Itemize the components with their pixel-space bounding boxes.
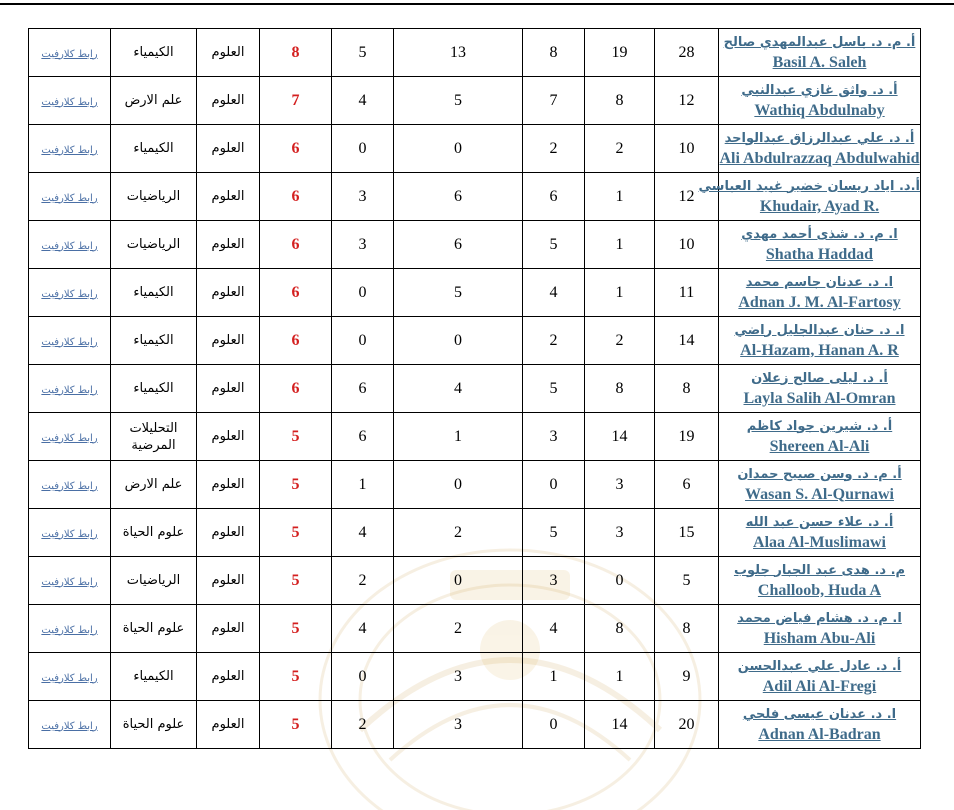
count-cell-5: 4	[332, 77, 394, 125]
table-row	[29, 269, 921, 317]
college-cell: العلوم	[197, 365, 260, 413]
department-label: الكيمياء	[133, 669, 174, 684]
clarivate-link[interactable]: رابط كلارفيت	[41, 96, 98, 108]
department-label: الكيمياء	[133, 45, 174, 60]
top-rule	[0, 3, 954, 5]
researcher-name-arabic[interactable]: أ. د. واثق غازي عبدالنبي	[741, 82, 898, 98]
college-cell: العلوم	[197, 269, 260, 317]
researcher-name-english[interactable]: Alaa Al-Muslimawi	[753, 533, 886, 551]
researcher-name-cell	[698, 173, 921, 221]
researcher-name-arabic[interactable]: أ. م. د. وسن صبيح حمدان	[737, 466, 902, 482]
count-cell-1: 19	[655, 413, 719, 461]
link-cell	[29, 125, 111, 173]
department-label: الرياضيات	[126, 573, 181, 588]
researcher-name-english[interactable]: Adnan Al-Badran	[758, 725, 881, 743]
college-cell: العلوم	[197, 509, 260, 557]
clarivate-link[interactable]: رابط كلارفيت	[41, 48, 98, 60]
count-cell-4: 0	[394, 557, 523, 605]
count-cell-2: 8	[585, 77, 655, 125]
researcher-name-arabic[interactable]: أ. د. علاء حسن عبد الله	[745, 514, 894, 530]
h-index-cell: 5	[260, 653, 332, 701]
college-cell: العلوم	[197, 605, 260, 653]
college-cell: العلوم	[197, 125, 260, 173]
count-cell-2: 8	[585, 365, 655, 413]
link-cell	[29, 413, 111, 461]
count-cell-5: 0	[332, 125, 394, 173]
department-label: الرياضيات	[126, 237, 181, 252]
count-cell-4: 1	[394, 413, 523, 461]
count-cell-2: 1	[585, 221, 655, 269]
count-cell-4: 4	[394, 365, 523, 413]
researcher-name-cell	[719, 461, 921, 509]
h-index-cell: 6	[260, 365, 332, 413]
count-cell-4: 13	[394, 29, 523, 77]
college-cell: العلوم	[197, 413, 260, 461]
college-cell: العلوم	[197, 653, 260, 701]
count-cell-5: 6	[332, 413, 394, 461]
link-cell	[29, 221, 111, 269]
count-cell-4: 5	[394, 77, 523, 125]
researcher-name-arabic[interactable]: أ. د. عادل علي عبدالحسن	[737, 658, 902, 674]
college-cell: العلوم	[197, 173, 260, 221]
department-cell	[111, 221, 197, 269]
researcher-name-arabic[interactable]: ا. د. عدنان جاسم محمد	[745, 274, 894, 290]
count-cell-2: 3	[585, 509, 655, 557]
clarivate-link[interactable]: رابط كلارفيت	[41, 384, 98, 396]
link-cell	[29, 173, 111, 221]
researcher-name-cell	[719, 269, 921, 317]
link-cell	[29, 509, 111, 557]
researcher-name-english[interactable]: Wathiq Abdulnaby	[754, 101, 885, 119]
count-cell-3: 7	[523, 77, 585, 125]
table-row	[29, 461, 921, 509]
link-cell	[29, 701, 111, 749]
clarivate-link[interactable]: رابط كلارفيت	[41, 432, 98, 444]
count-cell-4: 2	[394, 509, 523, 557]
count-cell-3: 0	[523, 461, 585, 509]
link-cell	[29, 29, 111, 77]
count-cell-3: 1	[523, 653, 585, 701]
h-index-cell: 6	[260, 173, 332, 221]
count-cell-3: 4	[523, 269, 585, 317]
count-cell-5: 3	[332, 221, 394, 269]
h-index-cell: 6	[260, 269, 332, 317]
h-index-cell: 8	[260, 29, 332, 77]
count-cell-5: 1	[332, 461, 394, 509]
count-cell-2: 14	[585, 701, 655, 749]
clarivate-link[interactable]: رابط كلارفيت	[41, 528, 98, 540]
h-index-cell: 5	[260, 509, 332, 557]
link-cell	[29, 365, 111, 413]
department-label: الكيمياء	[133, 285, 174, 300]
college-cell: العلوم	[197, 461, 260, 509]
department-label: الكيمياء	[133, 333, 174, 348]
h-index-cell: 5	[260, 701, 332, 749]
count-cell-4: 0	[394, 125, 523, 173]
college-cell: العلوم	[197, 701, 260, 749]
count-cell-2: 2	[585, 317, 655, 365]
researcher-name-arabic[interactable]: ا. د. عدنان عيسى فلحي	[742, 706, 897, 722]
table-row	[29, 125, 921, 173]
table-body	[29, 29, 921, 749]
h-index-cell: 6	[260, 125, 332, 173]
count-cell-2: 3	[585, 461, 655, 509]
count-cell-1: 14	[655, 317, 719, 365]
researcher-name-english[interactable]: Wasan S. Al-Qurnawi	[745, 485, 894, 503]
link-cell	[29, 461, 111, 509]
researcher-name-arabic[interactable]: أ.د. اياد ريسان خضير غبيد العباسي	[698, 178, 920, 194]
count-cell-5: 2	[332, 557, 394, 605]
researcher-name-cell	[719, 317, 921, 365]
college-cell: العلوم	[197, 317, 260, 365]
department-label: علوم الحياة	[122, 717, 185, 732]
table-row	[29, 605, 921, 653]
table-row	[29, 701, 921, 749]
link-cell	[29, 653, 111, 701]
count-cell-1: 11	[655, 269, 719, 317]
department-label: علم الارض	[124, 477, 183, 492]
h-index-cell: 7	[260, 77, 332, 125]
college-cell: العلوم	[197, 557, 260, 605]
researcher-name-cell	[719, 413, 921, 461]
researcher-name-english[interactable]: Shatha Haddad	[765, 245, 874, 263]
count-cell-1: 10	[655, 125, 719, 173]
clarivate-link[interactable]: رابط كلارفيت	[41, 144, 98, 156]
researcher-name-arabic[interactable]: ا. م. د. شذى أحمد مهدي	[741, 226, 898, 242]
table-row	[29, 413, 921, 461]
table-row	[29, 221, 921, 269]
researcher-name-arabic[interactable]: أ. م. د. باسل عبدالمهدي صالح	[723, 34, 916, 50]
researcher-name-arabic[interactable]: أ. د. علي عبدالرزاق عبدالواحد	[724, 130, 915, 146]
link-cell	[29, 557, 111, 605]
count-cell-1: 10	[655, 221, 719, 269]
department-cell	[111, 653, 197, 701]
count-cell-5: 0	[332, 653, 394, 701]
h-index-cell: 5	[260, 605, 332, 653]
count-cell-3: 5	[523, 509, 585, 557]
table-row	[29, 557, 921, 605]
department-cell	[111, 77, 197, 125]
count-cell-5: 0	[332, 269, 394, 317]
researcher-name-english[interactable]: Challoob, Huda A	[757, 581, 882, 599]
link-cell	[29, 605, 111, 653]
clarivate-link[interactable]: رابط كلارفيت	[41, 336, 98, 348]
college-cell: العلوم	[197, 29, 260, 77]
researcher-name-cell	[719, 701, 921, 749]
count-cell-4: 6	[394, 173, 523, 221]
researcher-name-cell	[719, 125, 921, 173]
clarivate-link[interactable]: رابط كلارفيت	[41, 240, 98, 252]
researcher-name-english[interactable]: Ali Abdulrazzaq Abdulwahid	[719, 149, 920, 167]
h-index-cell: 5	[260, 413, 332, 461]
count-cell-3: 0	[523, 701, 585, 749]
link-cell	[29, 269, 111, 317]
count-cell-2: 1	[585, 269, 655, 317]
count-cell-4: 5	[394, 269, 523, 317]
h-index-cell: 6	[260, 317, 332, 365]
h-index-cell: 5	[260, 557, 332, 605]
department-label: الرياضيات	[126, 189, 181, 204]
researcher-name-cell	[719, 605, 921, 653]
count-cell-5: 2	[332, 701, 394, 749]
clarivate-link[interactable]: رابط كلارفيت	[41, 192, 98, 204]
count-cell-4: 6	[394, 221, 523, 269]
table-row	[29, 509, 921, 557]
count-cell-3: 3	[523, 557, 585, 605]
table-row	[29, 317, 921, 365]
count-cell-1: 8	[655, 365, 719, 413]
researcher-name-cell	[719, 221, 921, 269]
researcher-name-english[interactable]: Adil Ali Al-Fregi	[762, 677, 877, 695]
count-cell-2: 0	[585, 557, 655, 605]
researcher-name-cell	[719, 29, 921, 77]
count-cell-4: 0	[394, 317, 523, 365]
researcher-name-cell	[719, 557, 921, 605]
count-cell-1: 5	[655, 557, 719, 605]
researcher-name-english[interactable]: Shereen Al-Ali	[769, 437, 870, 455]
count-cell-3: 4	[523, 605, 585, 653]
count-cell-3: 5	[523, 221, 585, 269]
link-cell	[29, 77, 111, 125]
department-cell	[111, 173, 197, 221]
count-cell-5: 6	[332, 365, 394, 413]
count-cell-1: 12	[655, 173, 719, 221]
clarivate-link[interactable]: رابط كلارفيت	[41, 576, 98, 588]
count-cell-2: 1	[585, 173, 655, 221]
count-cell-1: 20	[655, 701, 719, 749]
department-label: الكيمياء	[133, 381, 174, 396]
count-cell-4: 3	[394, 653, 523, 701]
count-cell-4: 3	[394, 701, 523, 749]
count-cell-2: 2	[585, 125, 655, 173]
researcher-name-english[interactable]: Al-Hazam, Hanan A. R	[740, 341, 899, 359]
researcher-name-english[interactable]: Basil A. Saleh	[772, 53, 867, 71]
department-cell	[111, 269, 197, 317]
researcher-name-arabic[interactable]: أ. د. شيرين جواد كاظم	[746, 418, 893, 434]
researcher-name-cell	[719, 509, 921, 557]
college-cell: العلوم	[197, 221, 260, 269]
table-row	[29, 173, 921, 221]
department-cell	[111, 509, 197, 557]
count-cell-3: 2	[523, 125, 585, 173]
count-cell-2: 1	[585, 653, 655, 701]
department-label: الكيمياء	[133, 141, 174, 156]
department-label: التحليلات المرضية	[129, 420, 178, 453]
department-label: علوم الحياة	[122, 525, 185, 540]
researcher-name-cell	[719, 653, 921, 701]
college-cell: العلوم	[197, 77, 260, 125]
table-row	[29, 653, 921, 701]
count-cell-2: 19	[585, 29, 655, 77]
researcher-name-arabic[interactable]: أ. د. ليلى صالح زعلان	[751, 370, 888, 386]
department-cell	[111, 701, 197, 749]
link-cell	[29, 317, 111, 365]
count-cell-2: 14	[585, 413, 655, 461]
count-cell-1: 9	[655, 653, 719, 701]
count-cell-2: 8	[585, 605, 655, 653]
department-cell	[111, 29, 197, 77]
count-cell-5: 3	[332, 173, 394, 221]
department-cell	[111, 125, 197, 173]
table-row	[29, 365, 921, 413]
researcher-name-english[interactable]: Adnan J. M. Al-Fartosy	[738, 293, 901, 311]
clarivate-link[interactable]: رابط كلارفيت	[41, 624, 98, 636]
department-cell	[111, 317, 197, 365]
researcher-name-cell	[719, 77, 921, 125]
researcher-name-english[interactable]: Khudair, Ayad R.	[759, 197, 880, 215]
clarivate-link[interactable]: رابط كلارفيت	[41, 672, 98, 684]
count-cell-5: 5	[332, 29, 394, 77]
count-cell-3: 5	[523, 365, 585, 413]
researcher-name-arabic[interactable]: م. د. هدى عبد الجبار جلوب	[733, 562, 906, 578]
count-cell-3: 2	[523, 317, 585, 365]
count-cell-3: 3	[523, 413, 585, 461]
department-cell	[111, 413, 197, 461]
department-cell	[111, 605, 197, 653]
department-cell	[111, 557, 197, 605]
count-cell-5: 0	[332, 317, 394, 365]
department-cell	[111, 461, 197, 509]
count-cell-5: 4	[332, 509, 394, 557]
department-label: علوم الحياة	[122, 621, 185, 636]
clarivate-link[interactable]: رابط كلارفيت	[41, 288, 98, 300]
table-row	[29, 29, 921, 77]
count-cell-1: 28	[655, 29, 719, 77]
researcher-name-arabic[interactable]: ا. د. حنان عبدالجليل راضي	[734, 322, 905, 338]
department-label: علم الارض	[124, 93, 183, 108]
count-cell-3: 8	[523, 29, 585, 77]
count-cell-1: 6	[655, 461, 719, 509]
count-cell-5: 4	[332, 605, 394, 653]
count-cell-4: 2	[394, 605, 523, 653]
department-cell	[111, 365, 197, 413]
researcher-name-english[interactable]: Hisham Abu-Ali	[763, 629, 876, 647]
clarivate-link[interactable]: رابط كلارفيت	[41, 480, 98, 492]
count-cell-4: 0	[394, 461, 523, 509]
count-cell-3: 6	[523, 173, 585, 221]
researcher-name-english[interactable]: Layla Salih Al-Omran	[743, 389, 896, 407]
table-row	[29, 77, 921, 125]
count-cell-1: 15	[655, 509, 719, 557]
researcher-name-arabic[interactable]: ا. م. د. هشام فياض محمد	[737, 610, 902, 626]
clarivate-link[interactable]: رابط كلارفيت	[41, 720, 98, 732]
count-cell-1: 12	[655, 77, 719, 125]
h-index-cell: 5	[260, 461, 332, 509]
researcher-name-cell	[719, 365, 921, 413]
faculty-ranking-table	[28, 28, 921, 749]
h-index-cell: 6	[260, 221, 332, 269]
count-cell-1: 8	[655, 605, 719, 653]
